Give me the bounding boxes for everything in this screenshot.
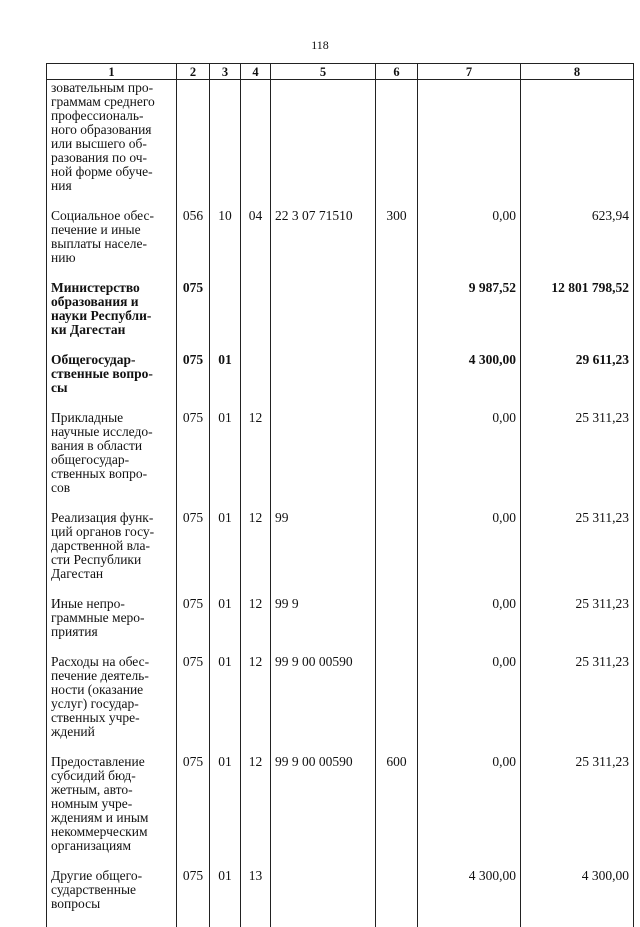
table-row (47, 209, 634, 281)
ministry-code-cell: 075 (177, 755, 210, 869)
column-header: 7 (418, 64, 521, 80)
row-name-cell: Реализация функ- ций органов госу- дарственной вла- сти Республики Дагестан (47, 511, 177, 597)
subsection-code-cell: 12 (241, 411, 271, 511)
expense-type-cell (376, 869, 418, 927)
table-row (47, 353, 634, 411)
section-code-cell: 01 (210, 755, 241, 869)
ministry-code-cell (177, 80, 210, 210)
row-name-cell: Общегосудар- ственные вопро- сы (47, 353, 177, 411)
expense-type-cell (376, 80, 418, 210)
subsection-code-cell (241, 353, 271, 411)
section-code-cell: 01 (210, 597, 241, 655)
table-row (47, 597, 634, 655)
amount-1-cell: 4 300,00 (418, 869, 521, 927)
amount-2-cell: 623,94 (521, 209, 634, 281)
table-row (47, 80, 634, 210)
amount-2-cell: 25 311,23 (521, 411, 634, 511)
table-row (47, 869, 634, 927)
amount-1-cell (418, 80, 521, 210)
amount-1-cell: 0,00 (418, 209, 521, 281)
row-name-cell: Предоставление субсидий бюд- жетным, авто- номным учре- ждениям и иным некоммерческим организациям (47, 755, 177, 869)
amount-1-cell: 4 300,00 (418, 353, 521, 411)
expense-type-cell: 300 (376, 209, 418, 281)
column-header: 4 (241, 64, 271, 80)
amount-1-cell: 0,00 (418, 411, 521, 511)
amount-2-cell: 25 311,23 (521, 511, 634, 597)
ministry-code-cell: 075 (177, 411, 210, 511)
subsection-code-cell: 13 (241, 869, 271, 927)
expense-type-cell (376, 353, 418, 411)
target-article-cell (271, 353, 376, 411)
section-code-cell: 01 (210, 353, 241, 411)
table-row (47, 755, 634, 869)
amount-1-cell: 0,00 (418, 511, 521, 597)
expense-type-cell (376, 411, 418, 511)
section-code-cell: 10 (210, 209, 241, 281)
amount-2-cell (521, 80, 634, 210)
ministry-code-cell: 075 (177, 655, 210, 755)
section-code-cell: 01 (210, 411, 241, 511)
page-number: 118 (0, 38, 640, 53)
target-article-cell (271, 281, 376, 353)
expense-type-cell (376, 655, 418, 755)
row-name-cell: Прикладные научные исследо- вания в области общегосудар- ственных вопро- сов (47, 411, 177, 511)
target-article-cell: 99 9 00 00590 (271, 755, 376, 869)
target-article-cell (271, 80, 376, 210)
table-row (47, 655, 634, 755)
expense-type-cell (376, 597, 418, 655)
amount-2-cell: 12 801 798,52 (521, 281, 634, 353)
amount-1-cell: 0,00 (418, 755, 521, 869)
table-row (47, 511, 634, 597)
ministry-code-cell: 056 (177, 209, 210, 281)
section-code-cell: 01 (210, 655, 241, 755)
target-article-cell: 22 3 07 71510 (271, 209, 376, 281)
amount-1-cell: 0,00 (418, 597, 521, 655)
table-row (47, 411, 634, 511)
target-article-cell: 99 9 (271, 597, 376, 655)
subsection-code-cell (241, 281, 271, 353)
section-code-cell: 01 (210, 511, 241, 597)
ministry-code-cell: 075 (177, 597, 210, 655)
row-name-cell: Другие общего- сударственные вопросы (47, 869, 177, 927)
row-name-cell: Министерство образования и науки Республи- ки Дагестан (47, 281, 177, 353)
row-name-cell: Иные непро- граммные меро- приятия (47, 597, 177, 655)
column-header: 5 (271, 64, 376, 80)
ministry-code-cell: 075 (177, 869, 210, 927)
expense-type-cell (376, 511, 418, 597)
amount-2-cell: 25 311,23 (521, 597, 634, 655)
section-code-cell (210, 80, 241, 210)
ministry-code-cell: 075 (177, 281, 210, 353)
row-name-cell: зовательным про- граммам среднего профессиональ- ного образования или высшего об- разования по оч- ной форме обуче- ния (47, 80, 177, 210)
budget-table (46, 63, 634, 927)
subsection-code-cell: 12 (241, 511, 271, 597)
amount-2-cell: 29 611,23 (521, 353, 634, 411)
amount-1-cell: 9 987,52 (418, 281, 521, 353)
table-row (47, 281, 634, 353)
subsection-code-cell: 12 (241, 597, 271, 655)
target-article-cell (271, 869, 376, 927)
target-article-cell: 99 9 00 00590 (271, 655, 376, 755)
table-body (47, 80, 634, 927)
column-header: 1 (47, 64, 177, 80)
amount-1-cell: 0,00 (418, 655, 521, 755)
expense-type-cell (376, 281, 418, 353)
column-number-row (47, 64, 634, 80)
column-header: 6 (376, 64, 418, 80)
subsection-code-cell (241, 80, 271, 210)
row-name-cell: Расходы на обес- печение деятель- ности (оказание услуг) государ- ственных учре- ждений (47, 655, 177, 755)
amount-2-cell: 4 300,00 (521, 869, 634, 927)
subsection-code-cell: 12 (241, 655, 271, 755)
amount-2-cell: 25 311,23 (521, 755, 634, 869)
subsection-code-cell: 04 (241, 209, 271, 281)
section-code-cell: 01 (210, 869, 241, 927)
column-header: 2 (177, 64, 210, 80)
column-header: 8 (521, 64, 634, 80)
column-header: 3 (210, 64, 241, 80)
expense-type-cell: 600 (376, 755, 418, 869)
ministry-code-cell: 075 (177, 353, 210, 411)
section-code-cell (210, 281, 241, 353)
target-article-cell: 99 (271, 511, 376, 597)
row-name-cell: Социальное обес- печение и иные выплаты населе- нию (47, 209, 177, 281)
amount-2-cell: 25 311,23 (521, 655, 634, 755)
subsection-code-cell: 12 (241, 755, 271, 869)
ministry-code-cell: 075 (177, 511, 210, 597)
target-article-cell (271, 411, 376, 511)
